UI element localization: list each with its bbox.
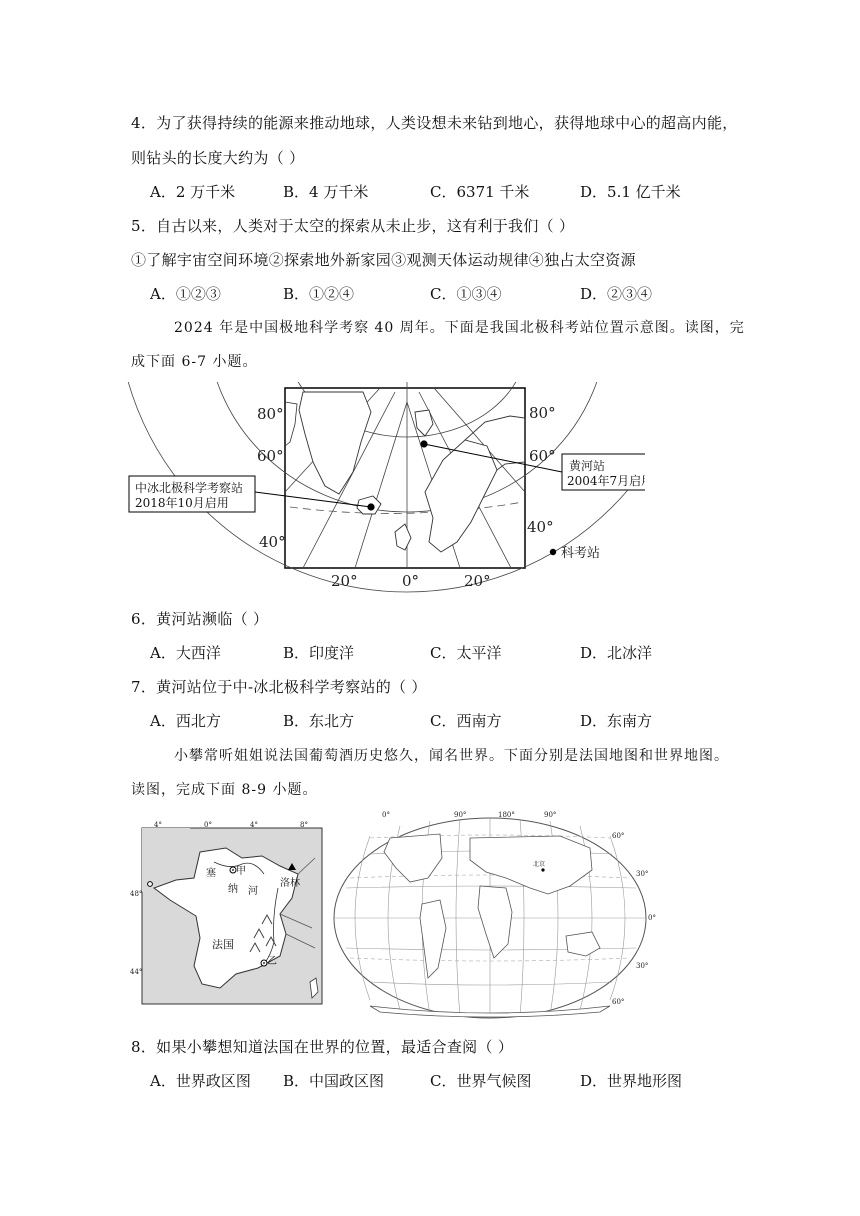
world-map bbox=[330, 808, 660, 1024]
fr-lat-44: 44° bbox=[130, 968, 143, 976]
france-label: 法国 bbox=[212, 938, 234, 951]
france-map bbox=[130, 818, 330, 1010]
callout-left-title: 中冰北极科学考察站 bbox=[135, 481, 244, 495]
lon-20-left: 20° bbox=[331, 572, 358, 590]
q6-option-d: D．北冰洋 bbox=[580, 644, 653, 662]
q8-option-d: D．世界地形图 bbox=[580, 1072, 683, 1090]
callout-right-date: 2004年7月启用 bbox=[567, 474, 645, 488]
q7-option-d: D．东南方 bbox=[580, 712, 653, 730]
wm-right-0: 0° bbox=[648, 914, 656, 922]
wm-top-90e: 90° bbox=[544, 811, 557, 819]
q4-option-c: C．6371 千米 bbox=[430, 183, 530, 201]
lat-40-right: 40° bbox=[527, 518, 554, 536]
wm-top-90w: 90° bbox=[454, 811, 467, 819]
lon-0: 0° bbox=[402, 572, 420, 590]
q7-option-b: B．东北方 bbox=[283, 712, 355, 730]
fr-lon-4w: 4° bbox=[154, 821, 162, 829]
wm-right-60s: 60° bbox=[612, 998, 625, 1006]
lon-20-right: 20° bbox=[464, 572, 491, 590]
q8-option-b: B．中国政区图 bbox=[283, 1072, 385, 1090]
q5-option-d: D．②③④ bbox=[580, 285, 653, 303]
wm-top-0: 0° bbox=[382, 811, 390, 819]
lorraine-label: 洛林 bbox=[280, 878, 300, 889]
legend-label: 科考站 bbox=[561, 546, 601, 561]
lat-60-left: 60° bbox=[257, 447, 284, 465]
fr-lon-8e: 8° bbox=[300, 821, 308, 829]
callout-right-title: 黄河站 bbox=[569, 459, 606, 473]
callout-left-date: 2018年10月启用 bbox=[135, 496, 229, 510]
q5-option-b: B．①②④ bbox=[283, 285, 355, 303]
q6-option-a: A．大西洋 bbox=[150, 644, 221, 662]
q4-option-d: D．5.1 亿千米 bbox=[580, 183, 681, 201]
arctic-station-map bbox=[125, 382, 645, 594]
fr-lat-48: 48° bbox=[130, 890, 143, 898]
q7-stem: 7．黄河站位于中-冰北极科学考察站的（ ） bbox=[131, 678, 427, 696]
fr-lon-0: 0° bbox=[204, 821, 212, 829]
yi-label: 乙 bbox=[267, 956, 277, 967]
intro1-line2: 成下面 6-7 小题。 bbox=[131, 354, 258, 370]
jia-label: 甲 bbox=[236, 866, 246, 877]
lat-80-left: 80° bbox=[257, 405, 284, 423]
q7-option-c: C．西南方 bbox=[430, 712, 502, 730]
q4-option-b: B．4 万千米 bbox=[283, 183, 369, 201]
wm-right-30s: 30° bbox=[636, 962, 649, 970]
beijing-label: 北京 bbox=[533, 861, 546, 868]
q6-option-b: B．印度洋 bbox=[283, 644, 355, 662]
intro2-line2: 读图，完成下面 8-9 小题。 bbox=[131, 782, 318, 798]
seine-char-2: 纳 bbox=[228, 884, 238, 895]
seine-char-3: 河 bbox=[248, 886, 258, 897]
q5-option-a: A．①②③ bbox=[150, 285, 221, 303]
lat-40-left: 40° bbox=[259, 533, 286, 551]
q6-stem: 6．黄河站濒临（ ） bbox=[131, 610, 269, 628]
q5-option-c: C．①③④ bbox=[430, 285, 502, 303]
wm-right-60n: 60° bbox=[612, 832, 625, 840]
q7-option-a: A．西北方 bbox=[150, 712, 221, 730]
q4-stem-line1: 4．为了获得持续的能源来推动地球，人类设想未来钻到地心，获得地球中心的超高内能， bbox=[131, 114, 738, 132]
q8-option-c: C．世界气候图 bbox=[430, 1072, 532, 1090]
station-legend-dot bbox=[550, 549, 556, 555]
intro1-line1: 2024 年是中国极地科学考察 40 周年。下面是我国北极科考站位置示意图。读图，完 bbox=[174, 320, 745, 336]
q4-option-a: A．2 万千米 bbox=[150, 183, 236, 201]
q4-stem-line2: 则钻头的长度大约为（ ） bbox=[131, 149, 305, 167]
q5-items: ①了解宇宙空间环境②探索地外新家园③观测天体运动规律④独占太空资源 bbox=[131, 251, 636, 269]
q5-stem: 5．自古以来，人类对于太空的探索从未止步，这有利于我们（ ） bbox=[131, 217, 575, 235]
q8-stem: 8．如果小攀想知道法国在世界的位置，最适合查阅（ ） bbox=[131, 1038, 514, 1056]
beijing-dot bbox=[541, 868, 544, 871]
intro2-line1: 小攀常听姐姐说法国葡萄酒历史悠久，闻名世界。下面分别是法国地图和世界地图。 bbox=[174, 748, 729, 764]
wm-right-30n: 30° bbox=[636, 870, 649, 878]
lat-80-right: 80° bbox=[529, 404, 556, 422]
q6-option-c: C．太平洋 bbox=[430, 644, 502, 662]
wm-top-180: 180° bbox=[498, 811, 515, 819]
lat-60-right: 60° bbox=[529, 447, 556, 465]
q8-option-a: A．世界政区图 bbox=[150, 1072, 251, 1090]
seine-char-1: 塞 bbox=[206, 868, 216, 879]
fr-lon-4e: 4° bbox=[250, 821, 258, 829]
